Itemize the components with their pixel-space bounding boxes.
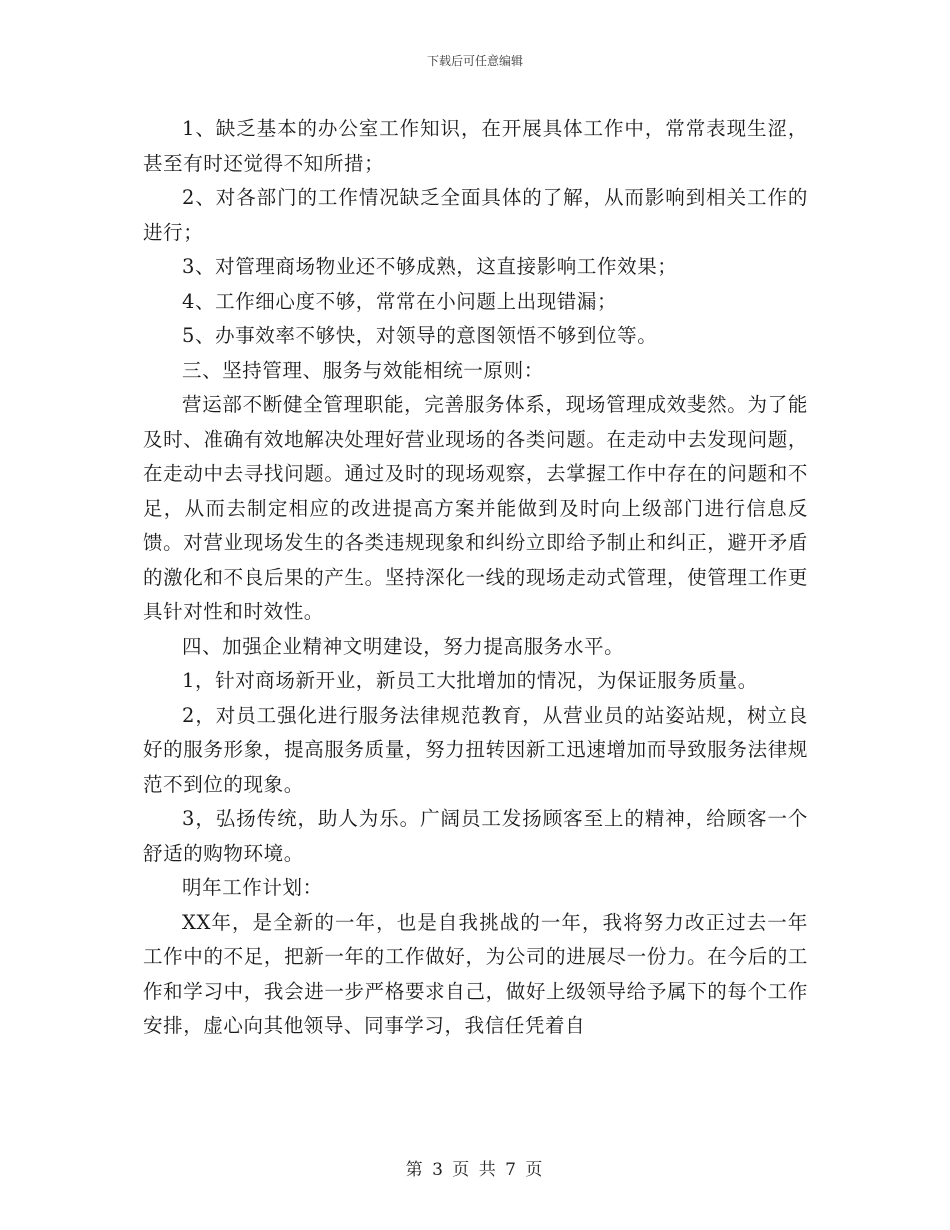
paragraph-weakness-2: 2、对各部门的工作情况缺乏全面具体的了解，从而影响到相关工作的进行； xyxy=(143,186,808,244)
page-footer: 第 3 页 共 7 页 xyxy=(405,1160,545,1180)
paragraph-weakness-3: 3、对管理商场物业还不够成熟，这直接影响工作效果； xyxy=(182,255,678,278)
paragraph-plan: XX年，是全新的一年，也是自我挑战的一年，我将努力改正过去一年工作中的不足，把新一年的工作做好，为公司的进展尽一份力。在今后的工作和学习中，我会进一步严格要求自己，做好上级领导给予属下的每个工作安排，虚心向其他领导、同事学习，我信任凭着自 xyxy=(143,910,808,1037)
paragraph-service-3: 3，弘扬传统，助人为乐。广阔员工发扬顾客至上的精神，给顾客一个舒适的购物环境。 xyxy=(143,807,808,865)
section-heading-4: 四、加强企业精神文明建设，努力提高服务水平。 xyxy=(182,634,625,658)
paragraph-weakness-5: 5、办事效率不够快，对领导的意图领悟不够到位等。 xyxy=(182,324,658,347)
paragraph-weakness-4: 4、工作细心度不够，常常在小问题上出现错漏； xyxy=(182,289,618,313)
paragraph-weakness-1: 1、缺乏基本的办公室工作知识，在开展具体工作中，常常表现生涩，甚至有时还觉得不知所措； xyxy=(143,117,808,175)
paragraph-operations: 营运部不断健全管理职能，完善服务体系，现场管理成效斐然。为了能及时、准确有效地解决处理好营业现场的各类问题。在走动中去发现问题，在走动中去寻找问题。通过及时的现场观察，去掌握工作中存在的问题和不足，从而去制定相应的改进提高方案并能做到及时向上级部门进行信息反馈。对营业现场发生的各类违规现象和纠纷立即给予制止和纠正，避开矛盾的激化和不良后果的产生。坚持深化一线的现场走动式管理，使管理工作更具针对性和时效性。 xyxy=(143,393,808,623)
document-body xyxy=(143,112,808,1044)
page-header: 下载后可任意编辑 xyxy=(426,54,523,68)
section-heading-plan: 明年工作计划： xyxy=(182,876,323,899)
paragraph-service-2: 2，对员工强化进行服务法律规范教育，从营业员的站姿站规，树立良好的服务形象，提高服务质量，努力扭转因新工迅速增加而导致服务法律规范不到位的现象。 xyxy=(143,703,808,796)
section-heading-3: 三、坚持管理、服务与效能相统一原则： xyxy=(182,358,544,382)
paragraph-service-1: 1，针对商场新开业，新员工大批增加的情况，为保证服务质量。 xyxy=(182,669,758,692)
